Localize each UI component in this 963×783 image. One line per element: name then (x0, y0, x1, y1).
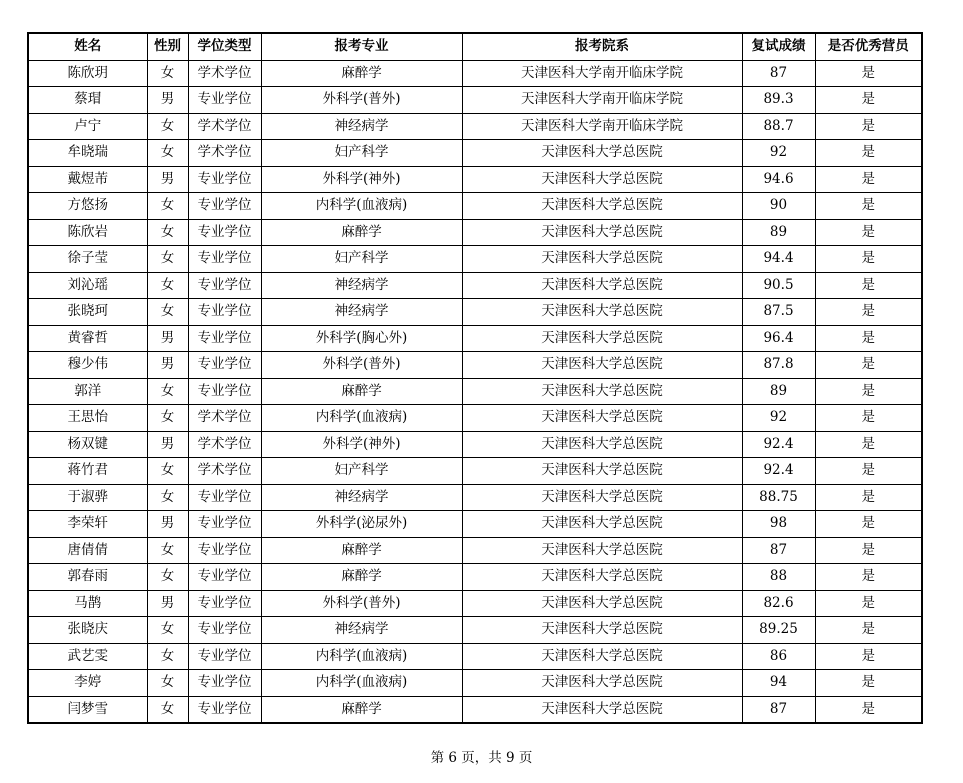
cell-excellent: 是 (815, 299, 922, 326)
cell-score: 87.5 (742, 299, 815, 326)
cell-score: 88.7 (742, 113, 815, 140)
cell-score: 89.3 (742, 87, 815, 114)
cell-department: 天津医科大学总医院 (462, 484, 742, 511)
cell-gender: 男 (147, 511, 188, 538)
cell-excellent: 是 (815, 431, 922, 458)
cell-name: 蔡瑁 (28, 87, 147, 114)
cell-department: 天津医科大学总医院 (462, 643, 742, 670)
cell-major: 麻醉学 (261, 219, 462, 246)
cell-excellent: 是 (815, 87, 922, 114)
cell-degree-type: 学术学位 (188, 431, 261, 458)
cell-degree-type: 专业学位 (188, 511, 261, 538)
cell-name: 穆少伟 (28, 352, 147, 379)
cell-degree-type: 专业学位 (188, 87, 261, 114)
cell-degree-type: 专业学位 (188, 272, 261, 299)
table-row (28, 166, 922, 193)
cell-score: 92 (742, 140, 815, 167)
cell-gender: 女 (147, 140, 188, 167)
cell-degree-type: 专业学位 (188, 590, 261, 617)
cell-gender: 女 (147, 246, 188, 273)
cell-gender: 女 (147, 113, 188, 140)
table-row (28, 140, 922, 167)
table-row (28, 272, 922, 299)
cell-excellent: 是 (815, 193, 922, 220)
cell-name: 马鹊 (28, 590, 147, 617)
header-gender: 性别 (147, 33, 188, 60)
cell-degree-type: 专业学位 (188, 617, 261, 644)
cell-excellent: 是 (815, 352, 922, 379)
cell-score: 98 (742, 511, 815, 538)
cell-score: 87 (742, 696, 815, 723)
cell-degree-type: 专业学位 (188, 537, 261, 564)
cell-excellent: 是 (815, 140, 922, 167)
admission-table (27, 32, 923, 724)
cell-name: 武艺雯 (28, 643, 147, 670)
cell-department: 天津医科大学总医院 (462, 617, 742, 644)
cell-excellent: 是 (815, 219, 922, 246)
cell-gender: 女 (147, 60, 188, 87)
cell-major: 内科学(血液病) (261, 405, 462, 432)
cell-name: 陈欣岩 (28, 219, 147, 246)
cell-major: 外科学(普外) (261, 590, 462, 617)
cell-department: 天津医科大学总医院 (462, 378, 742, 405)
cell-excellent: 是 (815, 60, 922, 87)
cell-name: 闫梦雪 (28, 696, 147, 723)
cell-score: 92.4 (742, 458, 815, 485)
cell-score: 90 (742, 193, 815, 220)
cell-score: 89 (742, 378, 815, 405)
cell-score: 88 (742, 564, 815, 591)
cell-degree-type: 专业学位 (188, 696, 261, 723)
cell-department: 天津医科大学南开临床学院 (462, 87, 742, 114)
cell-major: 神经病学 (261, 113, 462, 140)
cell-major: 外科学(神外) (261, 166, 462, 193)
table-row (28, 193, 922, 220)
cell-name: 张晓珂 (28, 299, 147, 326)
cell-department: 天津医科大学总医院 (462, 405, 742, 432)
table-row (28, 299, 922, 326)
cell-department: 天津医科大学总医院 (462, 193, 742, 220)
cell-degree-type: 专业学位 (188, 643, 261, 670)
cell-score: 87.8 (742, 352, 815, 379)
cell-department: 天津医科大学总医院 (462, 564, 742, 591)
cell-gender: 男 (147, 590, 188, 617)
cell-excellent: 是 (815, 537, 922, 564)
cell-name: 方悠扬 (28, 193, 147, 220)
cell-degree-type: 学术学位 (188, 458, 261, 485)
table-row (28, 325, 922, 352)
cell-department: 天津医科大学总医院 (462, 352, 742, 379)
cell-name: 张晓庆 (28, 617, 147, 644)
table-row (28, 590, 922, 617)
cell-major: 外科学(神外) (261, 431, 462, 458)
cell-score: 89 (742, 219, 815, 246)
cell-degree-type: 专业学位 (188, 484, 261, 511)
cell-name: 李荣轩 (28, 511, 147, 538)
header-excellent: 是否优秀营员 (815, 33, 922, 60)
page-number: 第 6 页，共 9 页 (430, 750, 533, 766)
cell-degree-type: 专业学位 (188, 219, 261, 246)
cell-excellent: 是 (815, 696, 922, 723)
cell-gender: 女 (147, 193, 188, 220)
cell-department: 天津医科大学南开临床学院 (462, 60, 742, 87)
cell-department: 天津医科大学总医院 (462, 590, 742, 617)
cell-name: 戴煜芾 (28, 166, 147, 193)
header-degree-type: 学位类型 (188, 33, 261, 60)
cell-major: 内科学(血液病) (261, 643, 462, 670)
cell-degree-type: 专业学位 (188, 299, 261, 326)
cell-department: 天津医科大学总医院 (462, 166, 742, 193)
cell-score: 88.75 (742, 484, 815, 511)
cell-degree-type: 专业学位 (188, 193, 261, 220)
cell-major: 妇产科学 (261, 458, 462, 485)
cell-department: 天津医科大学总医院 (462, 537, 742, 564)
cell-excellent: 是 (815, 590, 922, 617)
cell-gender: 女 (147, 670, 188, 697)
cell-department: 天津医科大学总医院 (462, 458, 742, 485)
cell-department: 天津医科大学总医院 (462, 696, 742, 723)
cell-excellent: 是 (815, 484, 922, 511)
cell-name: 郭春雨 (28, 564, 147, 591)
cell-department: 天津医科大学南开临床学院 (462, 113, 742, 140)
cell-name: 陈欣玥 (28, 60, 147, 87)
table-row (28, 60, 922, 87)
table-row (28, 484, 922, 511)
cell-major: 神经病学 (261, 272, 462, 299)
cell-degree-type: 专业学位 (188, 564, 261, 591)
header-score: 复试成绩 (742, 33, 815, 60)
cell-degree-type: 学术学位 (188, 140, 261, 167)
cell-major: 内科学(血液病) (261, 193, 462, 220)
cell-gender: 女 (147, 564, 188, 591)
table-row (28, 405, 922, 432)
cell-gender: 男 (147, 166, 188, 193)
cell-score: 94 (742, 670, 815, 697)
cell-major: 外科学(泌尿外) (261, 511, 462, 538)
cell-major: 妇产科学 (261, 246, 462, 273)
cell-degree-type: 学术学位 (188, 405, 261, 432)
table-row (28, 696, 922, 723)
cell-major: 神经病学 (261, 617, 462, 644)
cell-gender: 男 (147, 352, 188, 379)
cell-score: 92.4 (742, 431, 815, 458)
cell-gender: 女 (147, 643, 188, 670)
cell-name: 唐倩倩 (28, 537, 147, 564)
cell-gender: 女 (147, 458, 188, 485)
cell-score: 89.25 (742, 617, 815, 644)
cell-major: 麻醉学 (261, 564, 462, 591)
cell-score: 87 (742, 537, 815, 564)
cell-gender: 女 (147, 696, 188, 723)
table-row (28, 431, 922, 458)
table-row (28, 352, 922, 379)
cell-degree-type: 学术学位 (188, 113, 261, 140)
cell-gender: 女 (147, 272, 188, 299)
cell-excellent: 是 (815, 246, 922, 273)
cell-name: 刘沁瑶 (28, 272, 147, 299)
cell-gender: 女 (147, 537, 188, 564)
cell-major: 神经病学 (261, 484, 462, 511)
cell-excellent: 是 (815, 617, 922, 644)
cell-excellent: 是 (815, 113, 922, 140)
cell-gender: 男 (147, 325, 188, 352)
cell-excellent: 是 (815, 670, 922, 697)
cell-score: 82.6 (742, 590, 815, 617)
cell-degree-type: 专业学位 (188, 325, 261, 352)
cell-score: 96.4 (742, 325, 815, 352)
table-row (28, 670, 922, 697)
cell-major: 外科学(普外) (261, 352, 462, 379)
cell-gender: 女 (147, 484, 188, 511)
cell-department: 天津医科大学总医院 (462, 140, 742, 167)
cell-excellent: 是 (815, 643, 922, 670)
cell-major: 妇产科学 (261, 140, 462, 167)
cell-score: 86 (742, 643, 815, 670)
cell-score: 92 (742, 405, 815, 432)
table-row (28, 219, 922, 246)
cell-gender: 女 (147, 219, 188, 246)
cell-gender: 女 (147, 617, 188, 644)
cell-excellent: 是 (815, 405, 922, 432)
cell-degree-type: 专业学位 (188, 670, 261, 697)
table-row (28, 643, 922, 670)
table-row (28, 511, 922, 538)
cell-gender: 女 (147, 299, 188, 326)
cell-degree-type: 专业学位 (188, 352, 261, 379)
cell-excellent: 是 (815, 564, 922, 591)
header-major: 报考专业 (261, 33, 462, 60)
table-row (28, 87, 922, 114)
cell-gender: 男 (147, 431, 188, 458)
cell-excellent: 是 (815, 272, 922, 299)
cell-score: 87 (742, 60, 815, 87)
cell-major: 外科学(普外) (261, 87, 462, 114)
cell-name: 王思怡 (28, 405, 147, 432)
cell-department: 天津医科大学总医院 (462, 511, 742, 538)
cell-name: 李婷 (28, 670, 147, 697)
cell-department: 天津医科大学总医院 (462, 299, 742, 326)
cell-major: 麻醉学 (261, 696, 462, 723)
cell-name: 徐子莹 (28, 246, 147, 273)
cell-major: 外科学(胸心外) (261, 325, 462, 352)
cell-department: 天津医科大学总医院 (462, 219, 742, 246)
cell-name: 蒋竹君 (28, 458, 147, 485)
cell-excellent: 是 (815, 166, 922, 193)
cell-excellent: 是 (815, 511, 922, 538)
cell-department: 天津医科大学总医院 (462, 670, 742, 697)
cell-major: 神经病学 (261, 299, 462, 326)
cell-gender: 男 (147, 87, 188, 114)
cell-score: 94.4 (742, 246, 815, 273)
cell-gender: 女 (147, 378, 188, 405)
cell-score: 94.6 (742, 166, 815, 193)
header-department: 报考院系 (462, 33, 742, 60)
table-row (28, 458, 922, 485)
table-row (28, 113, 922, 140)
table-row (28, 564, 922, 591)
table-row (28, 617, 922, 644)
table-row (28, 537, 922, 564)
cell-major: 内科学(血液病) (261, 670, 462, 697)
cell-name: 于淑骅 (28, 484, 147, 511)
cell-major: 麻醉学 (261, 60, 462, 87)
cell-department: 天津医科大学总医院 (462, 431, 742, 458)
table-body (28, 60, 922, 723)
cell-name: 黄睿哲 (28, 325, 147, 352)
cell-name: 郭洋 (28, 378, 147, 405)
cell-department: 天津医科大学总医院 (462, 246, 742, 273)
cell-name: 杨双键 (28, 431, 147, 458)
cell-gender: 女 (147, 405, 188, 432)
cell-name: 卢宁 (28, 113, 147, 140)
table-row (28, 246, 922, 273)
cell-major: 麻醉学 (261, 537, 462, 564)
cell-excellent: 是 (815, 458, 922, 485)
cell-excellent: 是 (815, 325, 922, 352)
header-row (28, 33, 922, 60)
cell-score: 90.5 (742, 272, 815, 299)
cell-department: 天津医科大学总医院 (462, 272, 742, 299)
cell-name: 牟晓瑞 (28, 140, 147, 167)
header-name: 姓名 (28, 33, 147, 60)
cell-department: 天津医科大学总医院 (462, 325, 742, 352)
cell-degree-type: 专业学位 (188, 166, 261, 193)
cell-major: 麻醉学 (261, 378, 462, 405)
table-row (28, 378, 922, 405)
cell-excellent: 是 (815, 378, 922, 405)
cell-degree-type: 学术学位 (188, 60, 261, 87)
cell-degree-type: 专业学位 (188, 246, 261, 273)
cell-degree-type: 专业学位 (188, 378, 261, 405)
